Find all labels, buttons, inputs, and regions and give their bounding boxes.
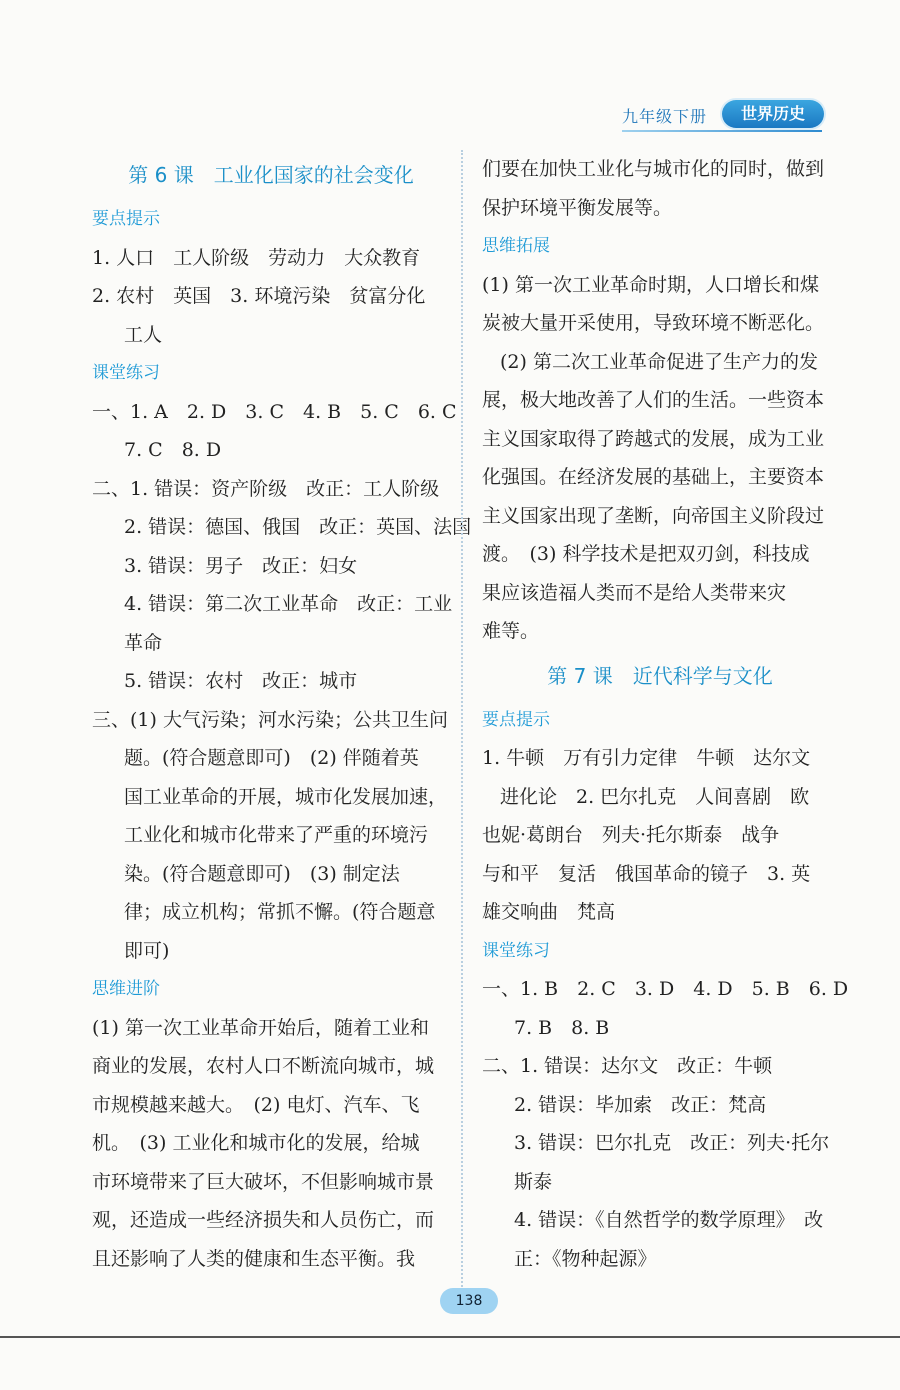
text-line: 4. 错误：第二次工业革命 改正：工业 [124,593,453,615]
text-line: 1. 牛顿 万有引力定律 牛顿 达尔文 [482,747,811,769]
text-line: 主义国家取得了跨越式的发展，成为工业 [482,427,825,450]
column-divider [461,150,463,1290]
text-line: 革命 [124,631,163,654]
text-line: 律；成立机构；常抓不懈。(符合题意 [124,901,436,923]
text-line: 2. 错误：德国、俄国 改正：英国、法国 [124,516,472,538]
grade-label: 九年级下册 [622,107,708,126]
subject-badge: 世界历史 [722,100,824,128]
text-line: 也妮·葛朗台 列夫·托尔斯泰 战争 [482,824,780,846]
text-line: 5. 错误：农村 改正：城市 [124,670,358,692]
text-line: 二、1. 错误：资产阶级 改正：工人阶级 [92,477,440,500]
section-heading: 思维进阶 [92,979,160,999]
text-line: 与和平 复活 俄国革命的镜子 3. 英 [482,862,811,885]
text-line: 正：《物种起源》 [514,1247,657,1270]
text-line: 展，极大地改善了人们的生活。一些资本 [482,389,825,411]
text-line: 工人 [124,323,163,346]
text-line: 主义国家出现了垄断，向帝国主义阶段过 [482,504,825,527]
text-line: 3. 错误：男子 改正：妇女 [124,554,358,577]
text-line: 商业的发展，农村人口不断流向城市，城 [92,1055,435,1077]
text-line: 4. 错误：《自然哲学的数学原理》 改 [514,1209,824,1231]
text-line: 染。(符合题意即可) (3) 制定法 [124,862,400,885]
text-line: 雄交响曲 梵高 [482,901,616,923]
page-number: 138 [440,1288,498,1314]
text-line: 三、(1) 大气污染；河水污染；公共卫生问 [92,708,448,731]
text-line: 7. C 8. D [124,439,222,461]
text-line: 观，还造成一些经济损失和人员伤亡，而 [92,1209,435,1231]
text-line: 题。(符合题意即可) (2) 伴随着英 [124,747,419,769]
text-line: 市规模越来越大。 (2) 电灯、汽车、飞 [92,1093,420,1116]
text-line: 1. 人口 工人阶级 劳动力 大众教育 [92,246,421,269]
text-line: 3. 错误：巴尔扎克 改正：列夫·托尔 [514,1132,830,1154]
text-line: (1) 第一次工业革命时期，人口增长和煤 [482,273,819,296]
text-line: 市环境带来了巨大破坏，不但影响城市景 [92,1170,435,1193]
text-line: 进化论 2. 巴尔扎克 人间喜剧 欧 [500,785,810,808]
text-line: 化强国。在经济发展的基础上，主要资本 [482,466,825,488]
text-line: 一、1. B 2. C 3. D 4. D 5. B 6. D [482,978,849,1000]
text-line: 果应该造福人类而不是给人类带来灾 [482,581,787,604]
text-line: 即可) [124,939,170,962]
header-underline [622,130,822,132]
bottom-rule [0,1336,900,1338]
text-line: 7. B 8. B [514,1016,610,1039]
left-column [92,150,472,1278]
text-line: 渡。 (3) 科学技术是把双刃剑，科技成 [482,543,810,565]
text-line: 2. 错误：毕加索 改正：梵高 [514,1093,767,1116]
section-heading: 课堂练习 [92,363,160,383]
text-line: 斯泰 [514,1170,553,1193]
text-line: 炭被大量开采使用，导致环境不断恶化。 [482,312,825,334]
text-line: 2. 农村 英国 3. 环境污染 贫富分化 [92,285,426,307]
section-heading: 思维拓展 [482,236,550,256]
text-line: 难等。 [482,620,540,642]
text-line: 机。 (3) 工业化和城市化的发展，给城 [92,1132,420,1154]
text-line: 们要在加快工业化与城市化的同时，做到 [482,158,825,180]
text-line: 保护环境平衡发展等。 [482,196,673,219]
text-line: 一、1. A 2. D 3. C 4. B 5. C 6. C [92,400,457,423]
page-header [0,0,900,140]
lesson-title: 第 6 课 工业化国家的社会变化 [128,163,414,187]
right-column [482,150,849,1278]
section-heading: 要点提示 [92,209,160,229]
section-heading: 要点提示 [482,709,550,730]
text-line: (1) 第一次工业革命开始后，随着工业和 [92,1016,429,1039]
section-heading: 课堂练习 [482,940,550,961]
text-line: 二、1. 错误：达尔文 改正：牛顿 [482,1055,773,1077]
text-line: 且还影响了人类的健康和生态平衡。我 [92,1247,416,1270]
text-line: (2) 第二次工业革命促进了生产力的发 [500,350,818,373]
text-line: 国工业革命的开展，城市化发展加速， [124,785,448,808]
text-line: 工业化和城市化带来了严重的环境污 [124,824,429,846]
lesson-title: 第 7 课 近代科学与文化 [547,663,773,688]
